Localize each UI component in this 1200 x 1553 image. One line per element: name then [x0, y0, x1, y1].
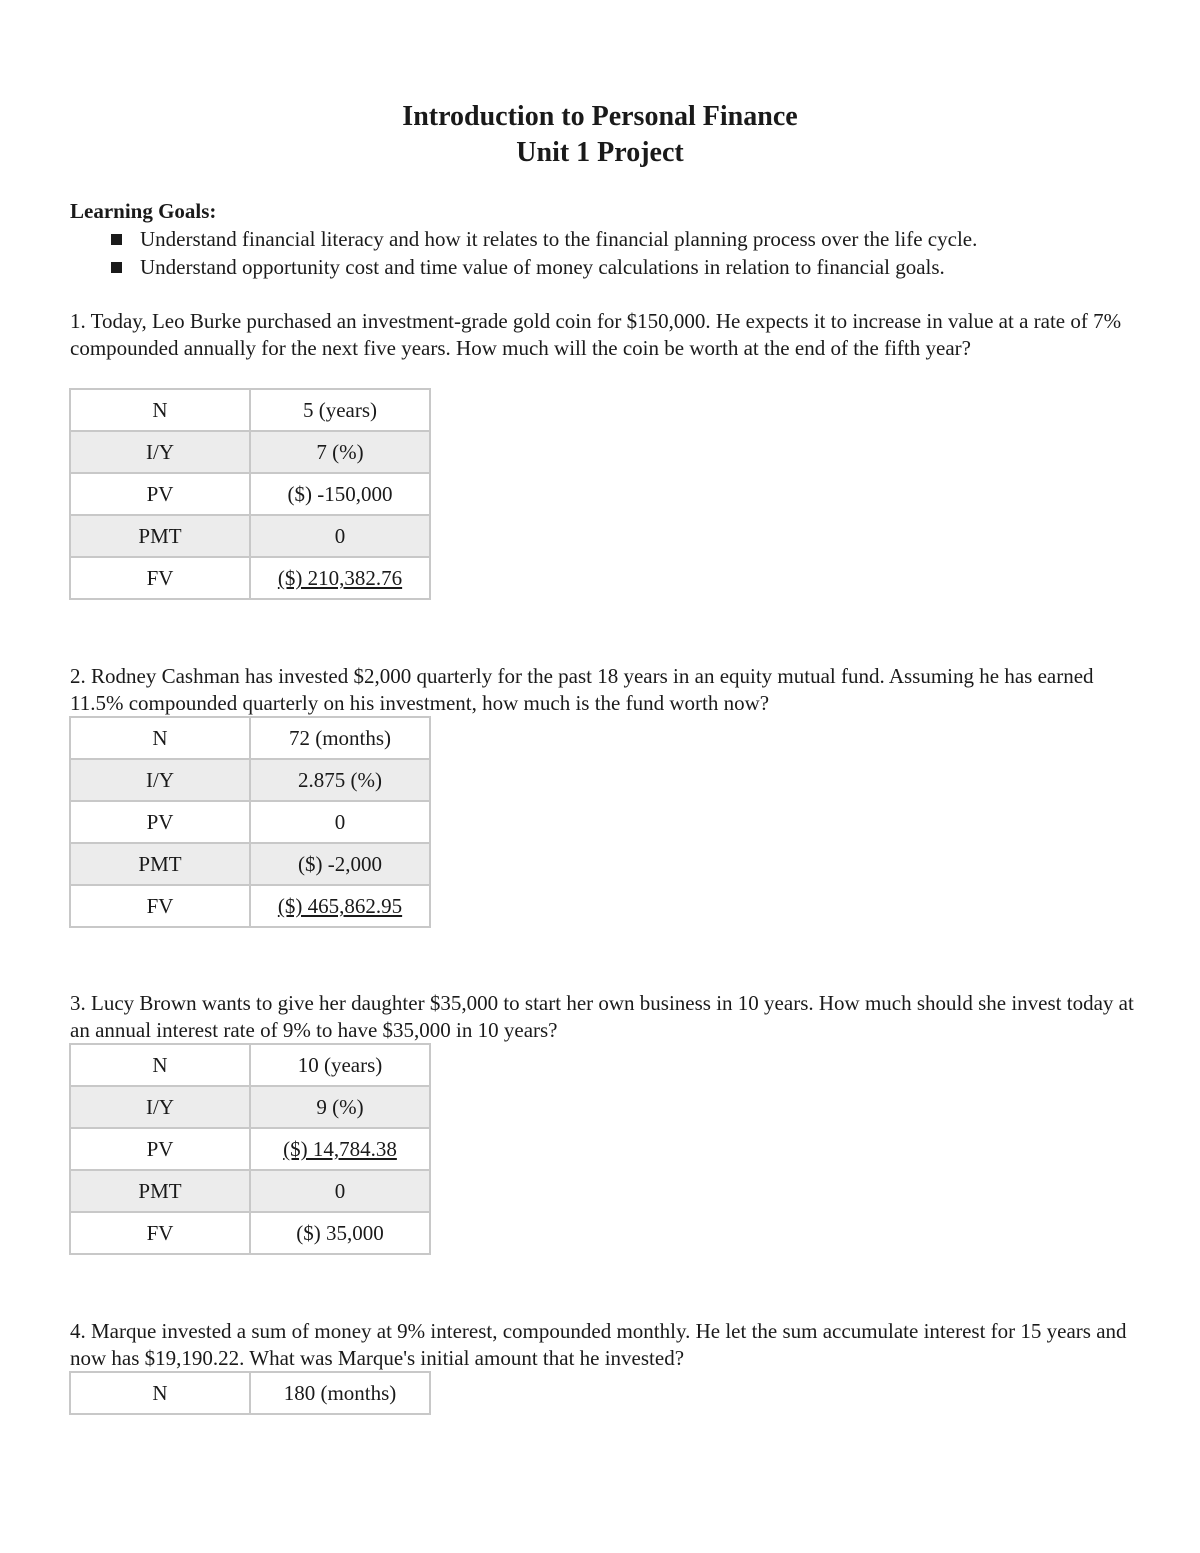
table-row [70, 1372, 430, 1414]
tvm-label: PMT [70, 1170, 250, 1212]
tvm-label: FV [70, 885, 250, 927]
learning-goals-list [70, 225, 977, 281]
square-bullet-icon [111, 262, 122, 273]
tvm-label: N [70, 389, 250, 431]
square-bullet-icon [111, 234, 122, 245]
tvm-label: FV [70, 557, 250, 599]
table-row [70, 717, 430, 759]
question-1-tvm-table [69, 388, 431, 600]
tvm-label: I/Y [70, 431, 250, 473]
question-4-text: 4. Marque invested a sum of money at 9% interest, compounded monthly. He let the sum accumulate interest for 15 years and now has $19,190.22. What was Marque's initial amount that he invested? [70, 1319, 1127, 1370]
learning-goal-text: Understand financial literacy and how it relates to the financial planning process over the life cycle. [140, 227, 978, 251]
tvm-value: 2.875 (%) [250, 759, 430, 801]
learning-goal-item [70, 225, 977, 253]
tvm-label: FV [70, 1212, 250, 1254]
table-row [70, 843, 430, 885]
tvm-value: 7 (%) [250, 431, 430, 473]
learning-goals-heading: Learning Goals: [70, 199, 217, 223]
tvm-value: ($) 35,000 [250, 1212, 430, 1254]
table-row [70, 885, 430, 927]
question-3-tvm-table [69, 1043, 431, 1255]
tvm-answer-value: ($) 465,862.95 [277, 894, 403, 918]
table-row [70, 1212, 430, 1254]
tvm-label: N [70, 1044, 250, 1086]
question-3-text: 3. Lucy Brown wants to give her daughter $35,000 to start her own business in 10 years. How much should she invest today at an annual interest rate of 9% to have $35,000 in 10 years? [70, 991, 1134, 1042]
tvm-value: 0 [250, 1170, 430, 1212]
tvm-answer-value: ($) 210,382.76 [277, 566, 403, 590]
document-title: Introduction to Personal Finance [402, 101, 798, 132]
tvm-label: PMT [70, 515, 250, 557]
learning-goal-item [70, 253, 977, 281]
tvm-value: 10 (years) [250, 1044, 430, 1086]
question-1-text: 1. Today, Leo Burke purchased an investment-grade gold coin for $150,000. He expects it to increase in value at a rate of 7% compounded annually for the next five years. How much will the coin be worth at the end of the fifth year? [70, 309, 1122, 360]
tvm-label: N [70, 1372, 250, 1414]
question-4-tvm-table [69, 1371, 431, 1415]
tvm-value: 0 [250, 515, 430, 557]
tvm-label: I/Y [70, 759, 250, 801]
tvm-value: 0 [250, 801, 430, 843]
tvm-label: PV [70, 1128, 250, 1170]
table-row [70, 557, 430, 599]
question-2-tvm-table [69, 716, 431, 928]
tvm-answer-cell [250, 885, 430, 927]
table-row [70, 1128, 430, 1170]
tvm-label: PV [70, 473, 250, 515]
tvm-label: PMT [70, 843, 250, 885]
question-2-text: 2. Rodney Cashman has invested $2,000 quarterly for the past 18 years in an equity mutual fund. Assuming he has earned 11.5% compounded quarterly on his investment, how much is the fund worth now? [70, 664, 1094, 715]
document-subtitle: Unit 1 Project [516, 137, 684, 168]
tvm-answer-cell [250, 1128, 430, 1170]
learning-goal-text: Understand opportunity cost and time value of money calculations in relation to financial goals. [140, 255, 945, 279]
tvm-value: 72 (months) [250, 717, 430, 759]
table-row [70, 431, 430, 473]
table-row [70, 1170, 430, 1212]
tvm-value: 5 (years) [250, 389, 430, 431]
table-row [70, 515, 430, 557]
table-row [70, 389, 430, 431]
tvm-label: PV [70, 801, 250, 843]
tvm-label: N [70, 717, 250, 759]
table-row [70, 1086, 430, 1128]
tvm-value: 180 (months) [250, 1372, 430, 1414]
tvm-answer-cell [250, 557, 430, 599]
tvm-value: ($) -150,000 [250, 473, 430, 515]
tvm-label: I/Y [70, 1086, 250, 1128]
table-row [70, 1044, 430, 1086]
table-row [70, 759, 430, 801]
tvm-value: ($) -2,000 [250, 843, 430, 885]
table-row [70, 801, 430, 843]
tvm-value: 9 (%) [250, 1086, 430, 1128]
tvm-answer-value: ($) 14,784.38 [283, 1137, 397, 1161]
table-row [70, 473, 430, 515]
